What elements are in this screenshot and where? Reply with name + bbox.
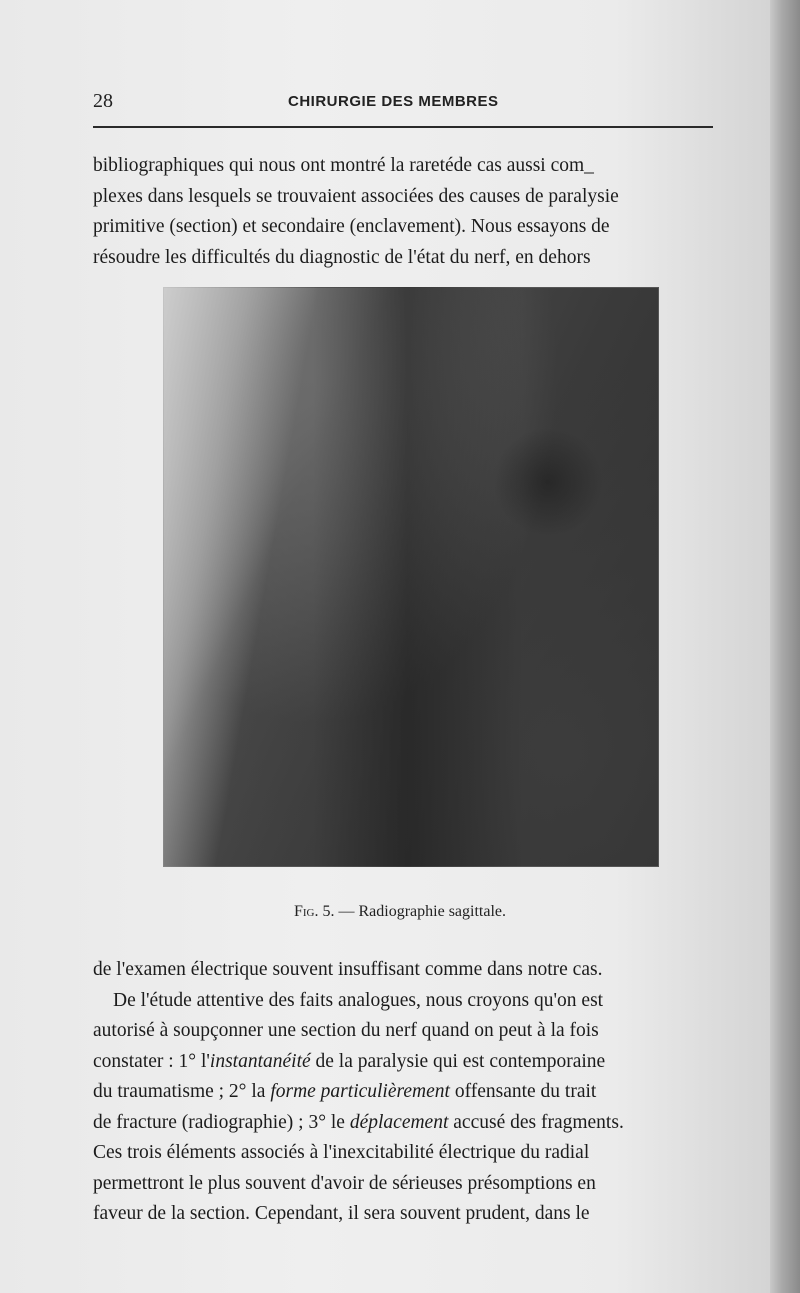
text-line: permettront le plus souvent d'avoir de sérieuses présomptions en [93,1172,596,1194]
caption-text: Radiographie sagittale. [358,903,507,920]
figure-caption [0,903,800,921]
italic-term: forme particulièrement [270,1081,450,1102]
top-paragraph [93,151,727,273]
text-line: plexes dans lesquels se trouvaient associées des causes de paralysie [93,185,619,207]
radiograph-fracture-area [493,427,603,537]
caption-dash: — [334,903,359,920]
italic-term: déplacement [349,1111,449,1133]
bottom-paragraph [93,955,727,1230]
text-line: résoudre les difficultés du diagnostic de l'état du nerf, en dehors [93,246,591,268]
page-number: 28 [93,90,113,112]
text-run: de la paralysie qui est contemporaine [310,1050,606,1072]
radiograph-bone-shadow [313,287,523,867]
figure-label: Fig. 5. [293,903,335,920]
italic-term: instantanéité [209,1050,311,1072]
text-line: faveur de la section. Cependant, il sera souvent prudent, dans le [93,1203,590,1224]
text-run: du traumatisme ; 2° la [93,1081,271,1102]
text-line [93,1108,727,1139]
text-line: bibliographiques qui nous ont montré la raretéde cas aussi com_ [93,155,594,176]
page-header [93,90,713,116]
text-line: autorisé à soupçonner une section du nerf quand on peut à la fois [93,1020,599,1041]
radiograph-figure [163,287,659,867]
text-run: constater : 1° l' [93,1050,210,1072]
text-run: offensante du trait [449,1081,597,1102]
text-line [93,1077,727,1108]
text-run: de fracture (radiographie) ; 3° le [93,1111,350,1133]
text-line: Ces trois éléments associés à l'inexcitabilité électrique du radial [93,1142,590,1163]
text-run: accusé des fragments. [448,1111,624,1133]
header-rule [93,126,713,128]
text-line: de l'examen électrique souvent insuffisant comme dans notre cas. [93,959,603,980]
text-line: De l'étude attentive des faits analogues, nous croyons qu'on est [113,989,604,1011]
text-line [93,1047,727,1078]
book-binding-shadow [770,0,800,1293]
running-title: CHIRURGIE DES MEMBRES [288,93,499,110]
text-line: primitive (section) et secondaire (enclavement). Nous essayons de [93,216,610,237]
